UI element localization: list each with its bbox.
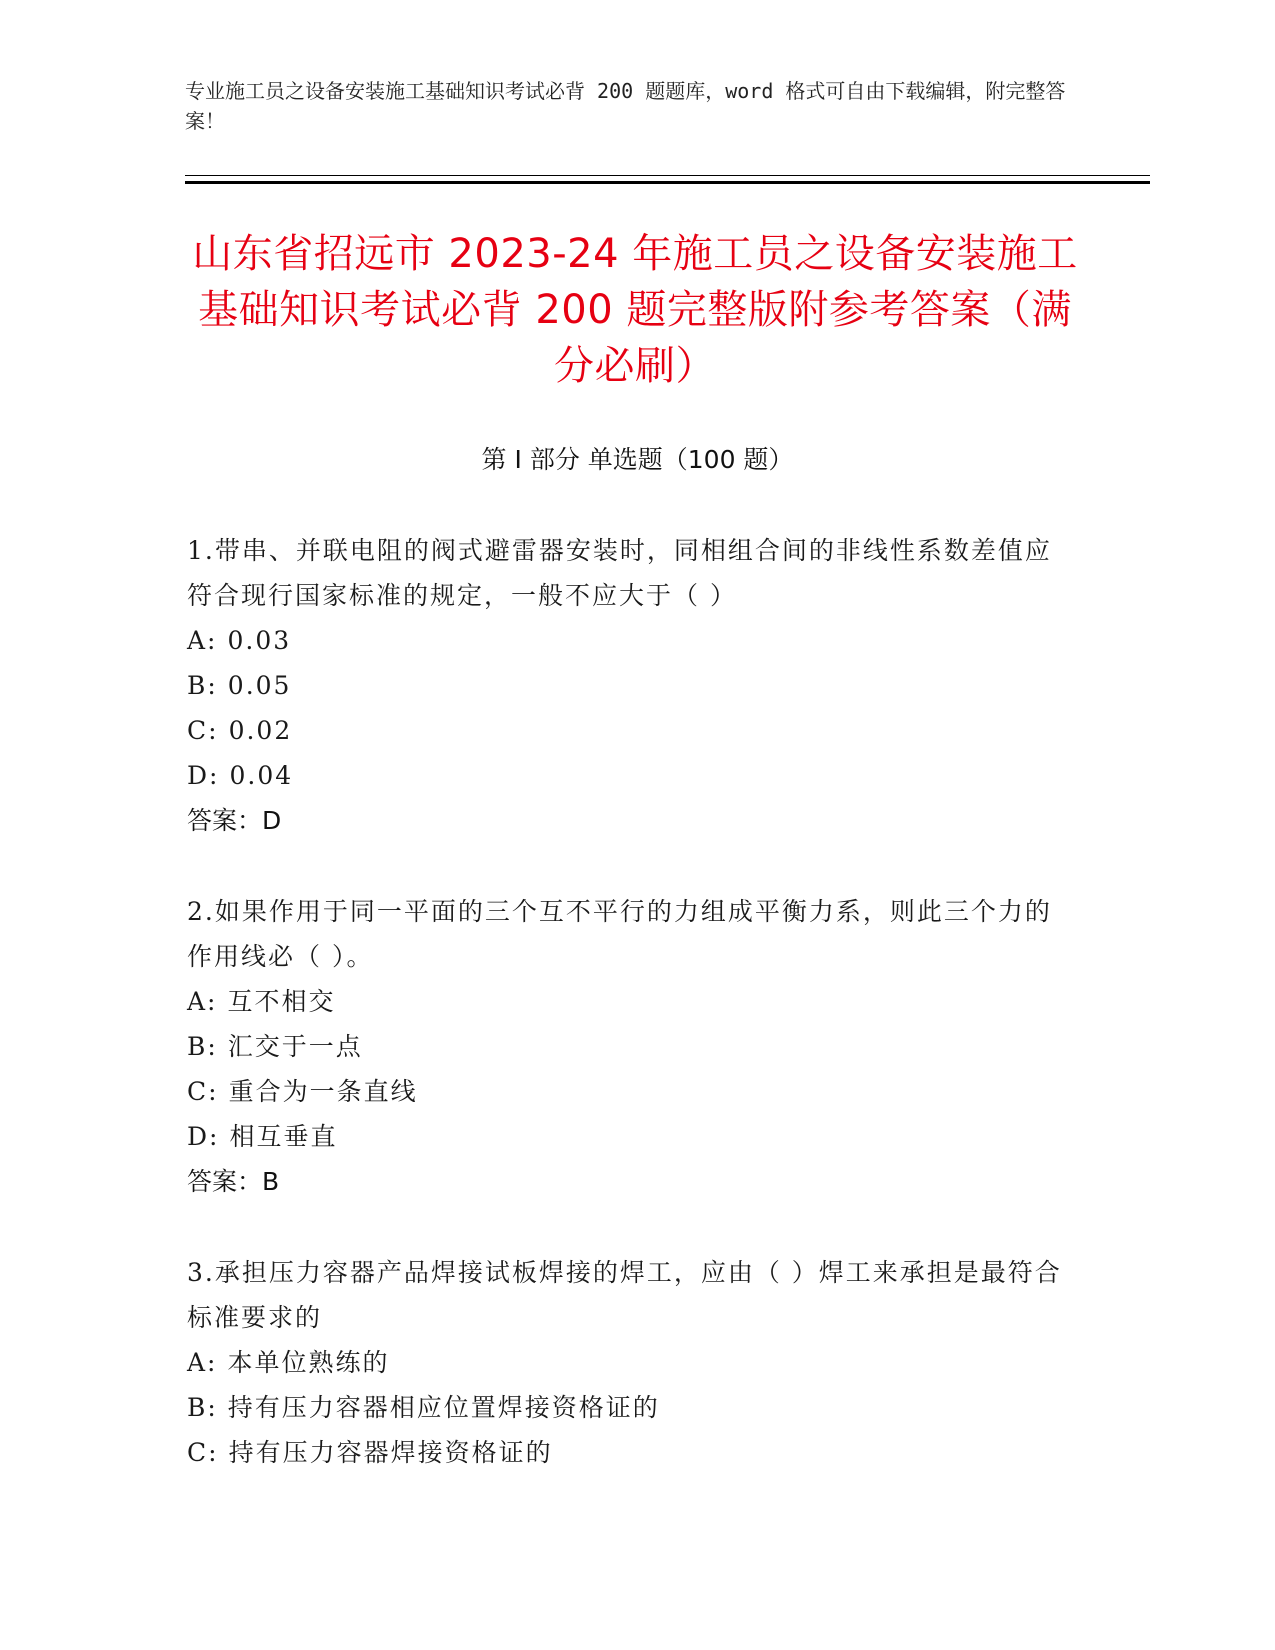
option-key: D:: [187, 761, 220, 790]
question-option-a: [187, 1340, 1067, 1385]
option-text: 互不相交: [227, 987, 336, 1016]
question-option-c: [187, 708, 1067, 753]
question-answer: 答案：D: [187, 806, 282, 835]
section-title: 第 I 部分 单选题（100 题）: [481, 445, 794, 474]
option-key: C:: [187, 716, 219, 745]
option-key: C:: [187, 1077, 219, 1106]
question-option-c: [187, 1430, 1067, 1475]
question-stem: 2.如果作用于同一平面的三个互不平行的力组成平衡力系，则此三个力的作用线必（ ）。: [187, 897, 1052, 971]
option-key: A:: [187, 1348, 218, 1377]
option-key: A:: [187, 626, 218, 655]
option-key: B:: [187, 1393, 218, 1422]
document-title: 山东省招远市 2023-24 年施工员之设备安装施工基础知识考试必背 200 题完整版附参考答案（满分必刷）: [192, 231, 1078, 389]
option-text: 重合为一条直线: [228, 1077, 418, 1106]
question-option-b: [187, 1385, 1067, 1430]
option-key: B:: [187, 1032, 218, 1061]
header-note: 专业施工员之设备安装施工基础知识考试必背 200 题题库，word 格式可自由下载编辑，附完整答案！: [185, 79, 1066, 133]
question-option-d: [187, 1114, 1067, 1159]
question-3: [187, 1250, 1067, 1475]
question-option-a: [187, 618, 1067, 663]
option-text: 持有压力容器焊接资格证的: [228, 1438, 553, 1467]
option-text: 0.03: [227, 626, 292, 655]
question-option-d: [187, 753, 1067, 798]
option-text: 相互垂直: [229, 1122, 338, 1151]
option-key: D:: [187, 1122, 220, 1151]
option-text: 0.02: [228, 716, 293, 745]
question-stem: 3.承担压力容器产品焊接试板焊接的焊工，应由（ ）焊工来承担是最符合标准要求的: [187, 1258, 1062, 1332]
option-text: 0.05: [227, 671, 292, 700]
option-text: 汇交于一点: [227, 1032, 363, 1061]
question-1: [187, 528, 1067, 843]
option-key: A:: [187, 987, 218, 1016]
question-list: [187, 528, 1067, 1521]
question-option-a: [187, 979, 1067, 1024]
option-key: C:: [187, 1438, 219, 1467]
question-option-b: [187, 1024, 1067, 1069]
option-text: 本单位熟练的: [227, 1348, 390, 1377]
header-rule-thin: [185, 175, 1150, 176]
question-option-b: [187, 663, 1067, 708]
option-key: B:: [187, 671, 218, 700]
question-answer: 答案：B: [187, 1167, 280, 1196]
option-text: 0.04: [229, 761, 294, 790]
question-2: [187, 889, 1067, 1204]
option-text: 持有压力容器相应位置焊接资格证的: [227, 1393, 660, 1422]
question-stem: 1.带串、并联电阻的阀式避雷器安装时，同相组合间的非线性系数差值应符合现行国家标准的规定，一般不应大于（ ）: [187, 536, 1052, 610]
header-rule-thick: [185, 181, 1150, 184]
question-option-c: [187, 1069, 1067, 1114]
